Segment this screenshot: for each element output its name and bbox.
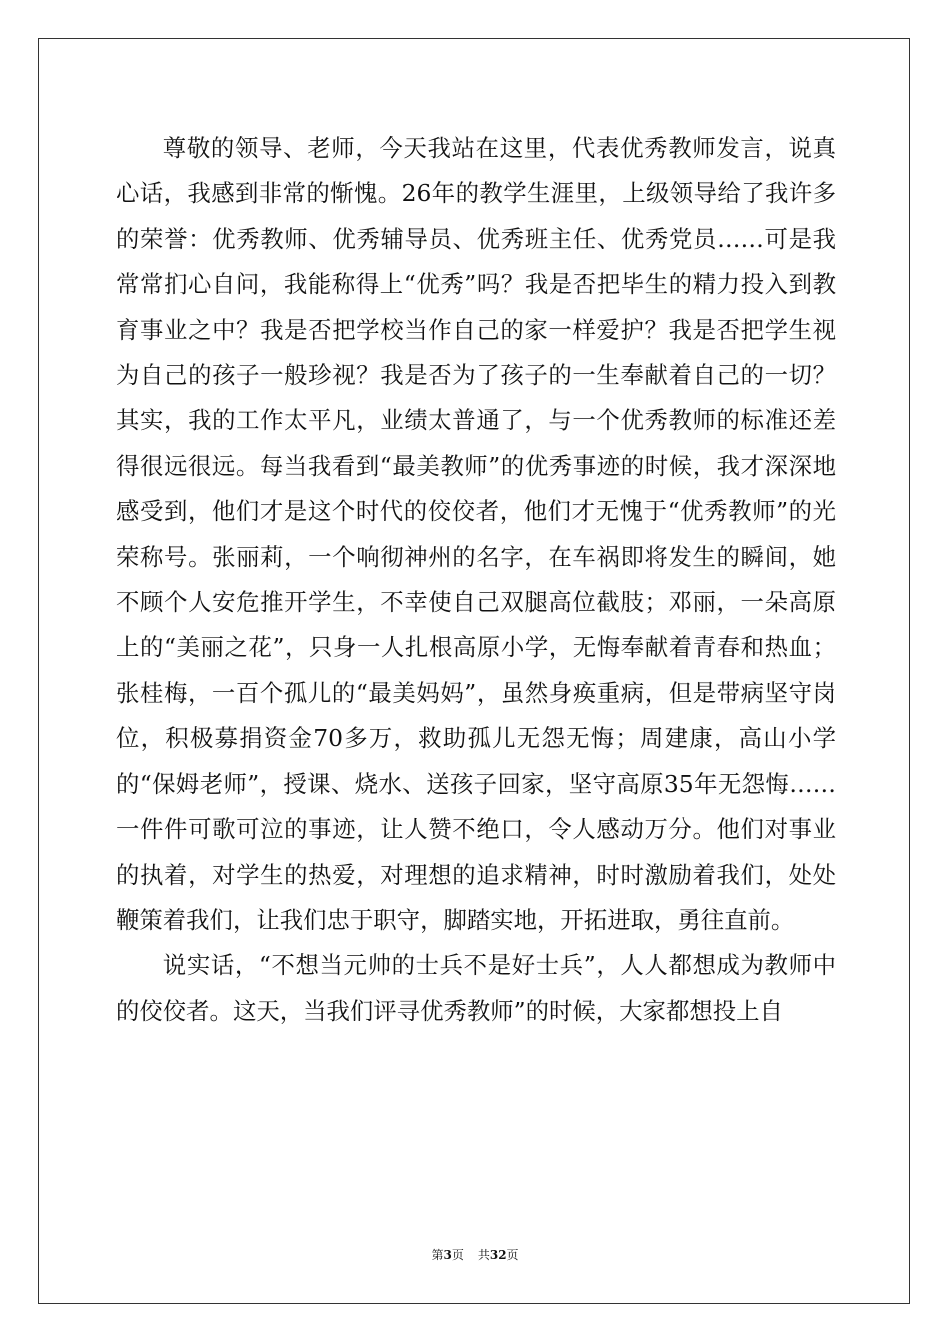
page-prefix: 第 (431, 1248, 444, 1262)
paragraph: 尊敬的领导、老师，今天我站在这里，代表优秀教师发言，说真心话，我感到非常的惭愧。26年的教学生涯里，上级领导给了我许多的荣誉：优秀教师、优秀辅导员、优秀班主任、优秀党员……可是我常常扪心自问，我能称得上“优秀”吗？我是否把毕生的精力投入到教育事业之中？我是否把学校当作自己的家一样爱护？我是否把学生视为自己的孩子一般珍视？我是否为了孩子的一生奉献着自己的一切？其实，我的工作太平凡，业绩太普通了，与一个优秀教师的标准还差得很远很远。每当我看到“最美教师”的优秀事迹的时候，我才深深地感受到，他们才是这个时代的佼佼者，他们才无愧于“优秀教师”的光荣称号。张丽莉，一个响彻神州的名字，在车祸即将发生的瞬间，她不顾个人安危推开学生，不幸使自己双腿高位截肢；邓丽，一朵高原上的“美丽之花”，只身一人扎根高原小学，无悔奉献着青春和热血；张桂梅，一百个孤儿的“最美妈妈”，虽然身痪重病，但是带病坚守岗位，积极募捐资金70多万，救助孤儿无怨无悔；周建康，高山小学的“保姆老师”，授课、烧水、送孩子回家，坚守高原35年无怨悔……一件件可歌可泣的事迹，让人赞不绝口，令人感动万分。他们对事业的执着，对学生的热爱，对理想的追求精神，时时激励着我们，处处鞭策着我们，让我们忠于职守，脚踏实地，开拓进取，勇往直前。 (116, 134, 836, 934)
page-footer (0, 1246, 950, 1263)
total-suffix: 页 (506, 1248, 519, 1262)
page-suffix: 页 (451, 1248, 464, 1262)
paragraph: 说实话，“不想当元帅的士兵不是好士兵”，人人都想成为教师中的佼佼者。这天，当我们评寻优秀教师”的时候，大家都想投上自 (116, 951, 836, 1025)
page-number: 3 (443, 1248, 452, 1262)
document-body (116, 126, 836, 1034)
total-prefix: 共 (477, 1248, 490, 1262)
total-pages: 32 (489, 1248, 507, 1262)
